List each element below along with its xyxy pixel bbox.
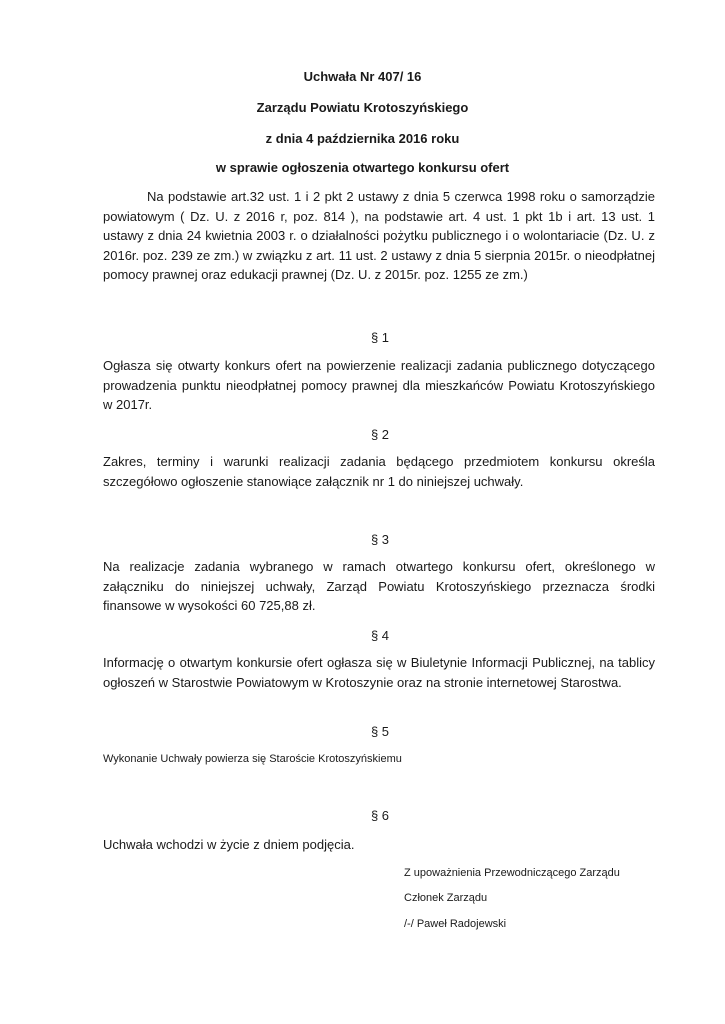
- section-2-text: Zakres, terminy i warunki realizacji zadania będącego przedmiotem konkursu określa szczegółowo ogłoszenie stanowiące załącznik nr 1 do niniejszej uchwały.: [103, 454, 655, 489]
- section-6-mark: § 6: [370, 808, 390, 823]
- section-4-mark: § 4: [370, 628, 390, 643]
- section-5-mark: § 5: [370, 724, 390, 739]
- section-1-text: Ogłasza się otwarty konkurs ofert na powierzenie realizacji zadania publicznego dotyczącego prowadzenia punktu nieodpłatnej pomocy prawnej dla mieszkańców Powiatu Krotoszyńskiego w 2017r.: [103, 358, 655, 413]
- section-1-mark: § 1: [370, 330, 390, 345]
- resolution-subject: w sprawie ogłoszenia otwartego konkursu ofert: [215, 160, 510, 175]
- section-3-mark: § 3: [370, 532, 390, 547]
- preamble-paragraph: Na podstawie art.32 ust. 1 i 2 pkt 2 ustawy z dnia 5 czerwca 1998 roku o samorządzie powiatowym ( Dz. U. z 2016 r, poz. 814 ), na podstawie art. 4 ust. 1 pkt 1b i art. 13 ust. 1 ustawy z dnia 24 kwietnia 2003 r. o działalności pożytku publicznego i o wolontariacie (Dz. U. z 2016r. poz. 239 ze zm.) w związku z art. 11 ust. 2 ustawy z dnia 5 sierpnia 2015r. o nieodpłatnej pomocy prawnej oraz edukacji prawnej (Dz. U. z 2015r. poz. 1255 ze zm.): [103, 189, 655, 283]
- signature-authority: Z upoważnienia Przewodniczącego Zarządu: [404, 867, 620, 879]
- section-4-text: Informację o otwartym konkursie ofert ogłasza się w Biuletynie Informacji Publicznej, na tablicy ogłoszeń w Starostwie Powiatowym w Krotoszynie oraz na stronie internetowej Starostwa.: [103, 655, 655, 690]
- section-3-text: Na realizacje zadania wybranego w ramach otwartego konkursu ofert, określonego w załączniku do niniejszej uchwały, Zarząd Powiatu Krotoszyńskiego przeznacza środki finansowe w wysokości 60 725,88 zł.: [103, 559, 655, 614]
- resolution-title: Uchwała Nr 407/ 16: [303, 69, 422, 84]
- resolution-date: z dnia 4 października 2016 roku: [265, 131, 460, 146]
- section-6-text: Uchwała wchodzi w życie z dniem podjęcia.: [103, 837, 355, 852]
- signature-role: Członek Zarządu: [404, 892, 488, 904]
- section-2-mark: § 2: [370, 427, 390, 442]
- resolution-issuer: Zarządu Powiatu Krotoszyńskiego: [256, 100, 469, 115]
- signature-name: /-/ Paweł Radojewski: [404, 918, 507, 930]
- section-5-text: Wykonanie Uchwały powierza się Staroście Krotoszyńskiemu: [103, 753, 402, 765]
